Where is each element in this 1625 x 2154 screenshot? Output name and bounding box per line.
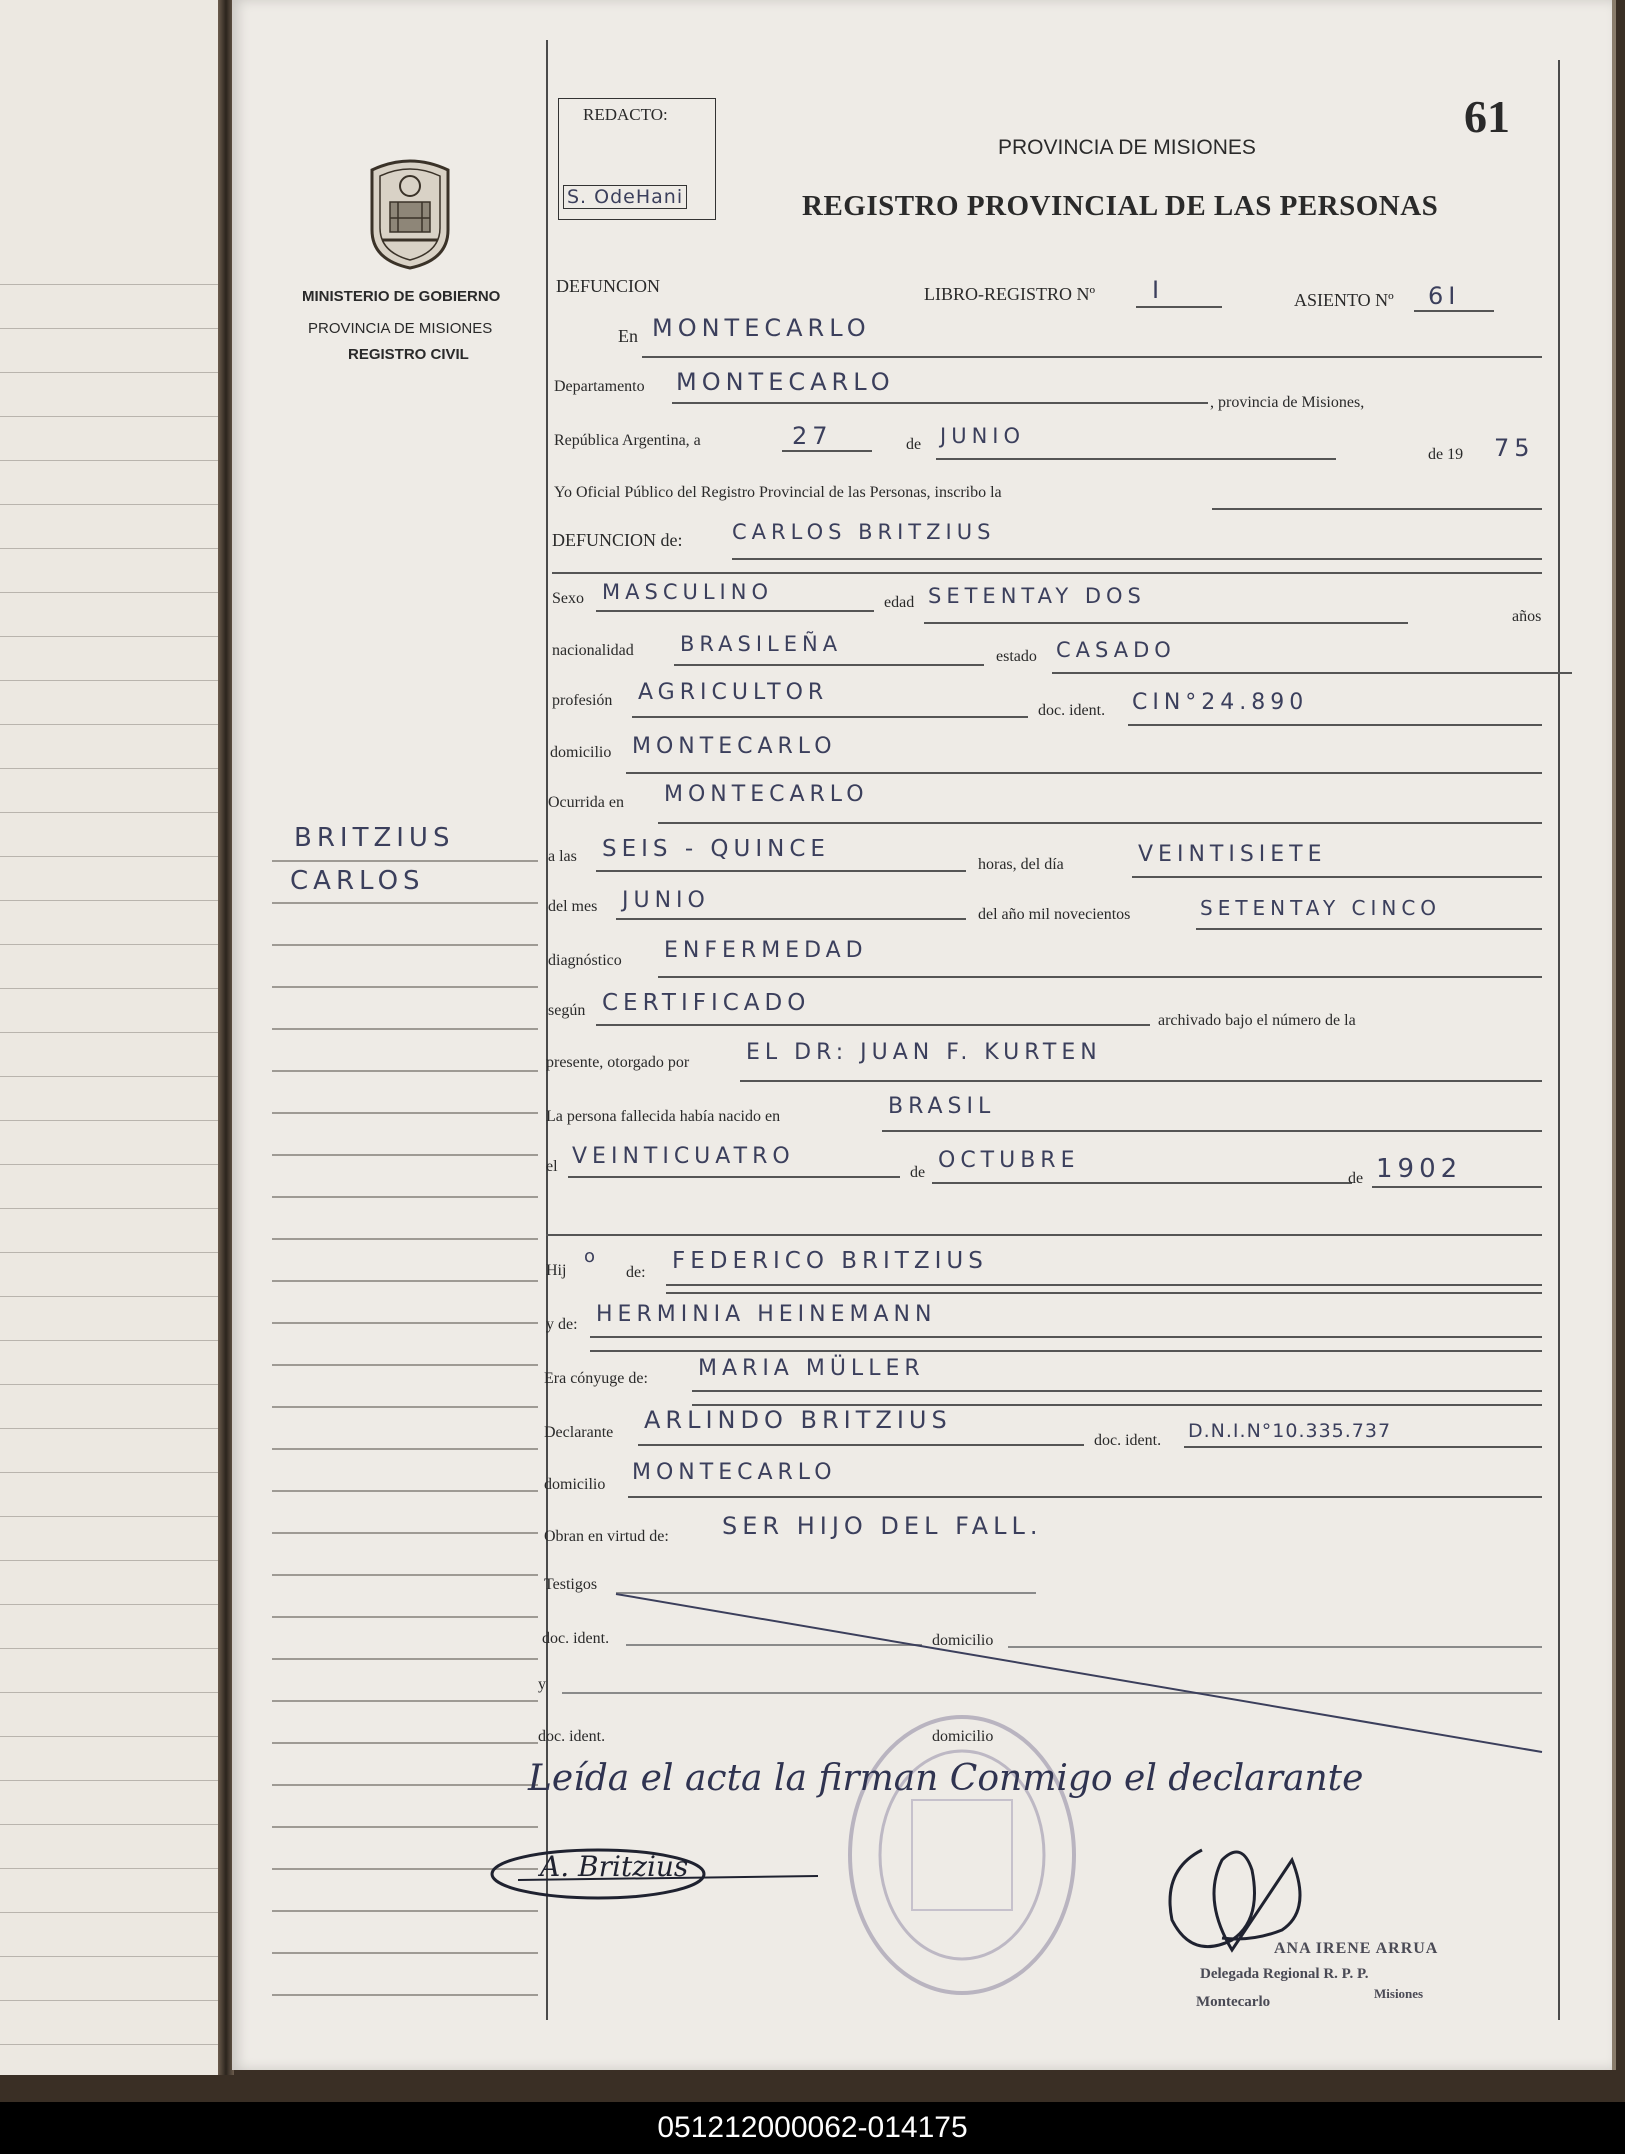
binder-ruled-line — [0, 1736, 220, 1737]
binder-ruled-line — [0, 1032, 220, 1033]
presente-value: EL DR: JUAN F. KURTEN — [746, 1040, 1102, 1065]
page-number: 61 — [1464, 91, 1510, 142]
binder-ruled-line — [0, 680, 220, 681]
margin-ruled-line — [272, 1196, 538, 1198]
binder-ruled-line — [0, 1560, 220, 1561]
de-anio-value: 1902 — [1376, 1154, 1463, 1184]
margin-given-name: CARLOS — [290, 866, 425, 896]
departamento-value: MONTECARLO — [676, 368, 895, 396]
form-right-border — [1558, 60, 1560, 2020]
scan-footer-code: 051212000062-014175 — [0, 2102, 1625, 2154]
margin-ruled-line — [272, 1784, 538, 1786]
official-stamp-icon — [842, 1710, 1082, 2000]
binder-ruled-line — [0, 1384, 220, 1385]
en-label: En — [618, 326, 638, 346]
segun-value: CERTIFICADO — [602, 990, 811, 1016]
conyuge-value: MARIA MÜLLER — [698, 1356, 925, 1381]
domicilio3-label: domicilio — [932, 1632, 994, 1649]
fecha-anio-value: 75 — [1494, 434, 1535, 462]
margin-ruled-line — [272, 1742, 538, 1744]
binder-ruled-line — [0, 1824, 220, 1825]
binder-ruled-line — [0, 328, 220, 329]
official-location: Montecarlo — [1196, 1994, 1271, 2010]
domicilio2-label: domicilio — [544, 1476, 606, 1493]
binder-ruled-line — [0, 1208, 220, 1209]
defuncion-de-value: CARLOS BRITZIUS — [732, 520, 996, 544]
binder-ruled-line — [0, 1956, 220, 1957]
margin-ruled-line — [272, 1490, 538, 1492]
doc-ident-label: doc. ident. — [1038, 702, 1106, 719]
registry-title: REGISTRO PROVINCIAL DE LAS PERSONAS — [802, 190, 1439, 222]
redacto-label: REDACTO: — [583, 105, 668, 124]
official-province: Misiones — [1374, 1986, 1424, 2001]
y-label: y — [538, 1676, 546, 1693]
seal-emblem-icon — [360, 152, 460, 270]
margin-ruled-line — [272, 1616, 538, 1618]
estado-label: estado — [996, 648, 1037, 665]
margin-ruled-line — [272, 1910, 538, 1912]
de-mes-value: OCTUBRE — [938, 1148, 1080, 1173]
official-title: Delegada Regional R. P. P. — [1200, 1966, 1369, 1982]
del-anio-value: SETENTAY CINCO — [1200, 896, 1442, 920]
binder-ruled-line — [0, 944, 220, 945]
margin-ruled-line — [272, 1826, 538, 1828]
binder-ruled-line — [0, 1296, 220, 1297]
binder-ruled-line — [0, 900, 220, 901]
nacido-value: BRASIL — [888, 1094, 996, 1119]
margin-ruled-line — [272, 1112, 538, 1114]
form-type-label: DEFUNCION — [556, 276, 661, 296]
binder-ruled-line — [0, 988, 220, 989]
provincia-suffix: , provincia de Misiones, — [1210, 394, 1365, 411]
margin-ruled-line — [272, 1952, 538, 1954]
binder-ruled-line — [0, 1692, 220, 1693]
diagnostico-label: diagnóstico — [548, 952, 622, 969]
margin-ruled-line — [272, 1364, 538, 1366]
declarant-signature-text: A. Britzius — [540, 1850, 689, 1883]
binder-ruled-line — [0, 460, 220, 461]
ocurrida-value: MONTECARLO — [664, 782, 869, 807]
hijo-suffix: o — [584, 1246, 596, 1267]
sexo-label: Sexo — [552, 590, 584, 607]
margin-ruled-line — [272, 860, 538, 862]
yo-oficial-text: Yo Oficial Público del Registro Provincial de las Personas, inscribo la — [554, 484, 1002, 501]
redacto-box — [558, 98, 716, 220]
binder-ruled-line — [0, 284, 220, 285]
doc-ident2-value: D.N.I.N°10.335.737 — [1188, 1420, 1392, 1442]
fecha-dia-value: 27 — [792, 422, 833, 450]
estado-value: CASADO — [1056, 638, 1176, 662]
hijo-label: Hij — [546, 1262, 567, 1279]
de-anio-label: de — [1348, 1170, 1364, 1187]
margin-ruled-line — [272, 1406, 538, 1408]
ministry-line3: REGISTRO CIVIL — [348, 346, 469, 363]
anios-label: años — [1512, 608, 1542, 625]
el-label: el — [546, 1158, 558, 1175]
presente-label: presente, otorgado por — [546, 1054, 690, 1071]
asiento-value: 6I — [1428, 282, 1461, 310]
nacionalidad-label: nacionalidad — [552, 642, 634, 659]
margin-ruled-line — [272, 1532, 538, 1534]
margin-ruled-line — [272, 1994, 538, 1996]
diagnostico-value: ENFERMEDAD — [664, 938, 868, 963]
margin-ruled-line — [272, 1574, 538, 1576]
binder-ruled-line — [0, 2000, 220, 2001]
doc-ident-value: CIN°24.890 — [1132, 690, 1309, 715]
binder-ruled-line — [0, 2044, 220, 2045]
binder-ruled-line — [0, 416, 220, 417]
horas-label: horas, del día — [978, 856, 1064, 873]
de-mes-label: de — [910, 1164, 926, 1181]
profesion-value: AGRICULTOR — [638, 680, 829, 705]
margin-ruled-line — [272, 1658, 538, 1660]
nacido-label: La persona fallecida había nacido en — [546, 1108, 781, 1125]
redacto-value: S. OdeHani — [563, 185, 687, 209]
testigos-strike-line — [612, 1580, 1552, 1760]
departamento-label: Departamento — [554, 378, 645, 395]
binder-ruled-line — [0, 1252, 220, 1253]
margin-ruled-line — [272, 1322, 538, 1324]
binder-ruled-line — [0, 636, 220, 637]
binder-ruled-line — [0, 768, 220, 769]
binder-ruled-line — [0, 812, 220, 813]
binder-ruled-line — [0, 1472, 220, 1473]
margin-ruled-line — [272, 986, 538, 988]
binder-ruled-line — [0, 1912, 220, 1913]
libro-label: LIBRO-REGISTRO Nº — [924, 284, 1096, 304]
binder-ruled-line — [0, 1868, 220, 1869]
binder-ruled-line — [0, 1164, 220, 1165]
profesion-label: profesión — [552, 692, 613, 709]
closing-note: Leída el acta la firman Conmigo el declarante — [528, 1758, 1364, 1799]
binder-ruled-line — [0, 548, 220, 549]
a-las-value: SEIS - QUINCE — [602, 836, 830, 862]
margin-ruled-line — [272, 1154, 538, 1156]
obran-value: SER HIJO DEL FALL. — [722, 1512, 1043, 1540]
el-value: VEINTICUATRO — [572, 1144, 795, 1169]
nacionalidad-value: BRASILEÑA — [680, 632, 843, 656]
margin-ruled-line — [272, 1280, 538, 1282]
binder-ruled-line — [0, 1648, 220, 1649]
domicilio-value: MONTECARLO — [632, 734, 837, 759]
declarante-label: Declarante — [544, 1424, 614, 1441]
edad-value: SETENTAY DOS — [928, 584, 1146, 608]
sexo-value: MASCULINO — [602, 580, 773, 604]
provincial-seal — [360, 152, 460, 270]
hijo-de-label: de: — [626, 1264, 646, 1281]
defuncion-de-label: DEFUNCION de: — [552, 530, 683, 550]
dia-texto-value: VEINTISIETE — [1138, 842, 1327, 867]
hijo-de-value: FEDERICO BRITZIUS — [672, 1248, 988, 1274]
fecha-mes-value: JUNIO — [940, 424, 1025, 448]
binder-ruled-line — [0, 724, 220, 725]
archivado-label: archivado bajo el número de la — [1158, 1012, 1356, 1029]
doc-ident3-label: doc. ident. — [542, 1630, 610, 1647]
province-heading: PROVINCIA DE MISIONES — [998, 136, 1256, 159]
document-page — [232, 0, 1616, 2070]
declarant-signature — [488, 1840, 828, 1906]
testigos-label: Testigos — [544, 1576, 598, 1593]
margin-ruled-line — [272, 1028, 538, 1030]
left-binder-page — [0, 0, 230, 2075]
binder-ruled-line — [0, 1516, 220, 1517]
del-mes-label: del mes — [548, 898, 598, 915]
margin-ruled-line — [272, 1448, 538, 1450]
republica-label: República Argentina, a — [554, 432, 701, 449]
binder-ruled-line — [0, 1340, 220, 1341]
margin-ruled-line — [272, 944, 538, 946]
y-de-label: y de: — [546, 1316, 578, 1333]
segun-label: según — [548, 1002, 586, 1019]
doc-ident4-label: doc. ident. — [538, 1728, 606, 1745]
domicilio4-label: domicilio — [932, 1728, 994, 1745]
binder-ruled-line — [0, 504, 220, 505]
margin-surname: BRITZIUS — [294, 823, 455, 853]
domicilio2-value: MONTECARLO — [632, 1460, 837, 1485]
margin-ruled-line — [272, 1070, 538, 1072]
margin-ruled-line — [272, 1700, 538, 1702]
ministry-line1: MINISTERIO DE GOBIERNO — [302, 288, 501, 305]
edad-label: edad — [884, 594, 915, 611]
fecha-de19-label: de 19 — [1428, 446, 1464, 463]
en-value: MONTECARLO — [652, 314, 871, 342]
form-left-border — [546, 40, 548, 2020]
margin-ruled-line — [272, 1238, 538, 1240]
margin-ruled-line — [272, 902, 538, 904]
doc-ident2-label: doc. ident. — [1094, 1432, 1162, 1449]
binder-ruled-line — [0, 1120, 220, 1121]
binder-ruled-line — [0, 1604, 220, 1605]
official-name: ANA IRENE ARRUA — [1274, 1940, 1439, 1957]
del-mes-value: JUNIO — [622, 888, 710, 913]
fecha-de-label: de — [906, 436, 922, 453]
ministry-line2: PROVINCIA DE MISIONES — [308, 320, 493, 337]
binder-ruled-line — [0, 856, 220, 857]
binder-ruled-line — [0, 1428, 220, 1429]
ocurrida-label: Ocurrida en — [548, 794, 624, 811]
asiento-label: ASIENTO Nº — [1294, 290, 1394, 310]
a-las-label: a las — [548, 848, 577, 865]
binder-ruled-line — [0, 1780, 220, 1781]
declarante-value: ARLINDO BRITZIUS — [644, 1406, 952, 1434]
obran-label: Obran en virtud de: — [544, 1528, 669, 1545]
binder-ruled-line — [0, 372, 220, 373]
y-de-value: HERMINIA HEINEMANN — [596, 1302, 937, 1327]
domicilio-label: domicilio — [550, 744, 612, 761]
conyuge-label: Era cónyuge de: — [544, 1370, 648, 1387]
libro-value: I — [1152, 276, 1165, 304]
del-anio-label: del año mil novecientos — [978, 906, 1131, 923]
binder-ruled-line — [0, 1076, 220, 1077]
binder-ruled-line — [0, 592, 220, 593]
